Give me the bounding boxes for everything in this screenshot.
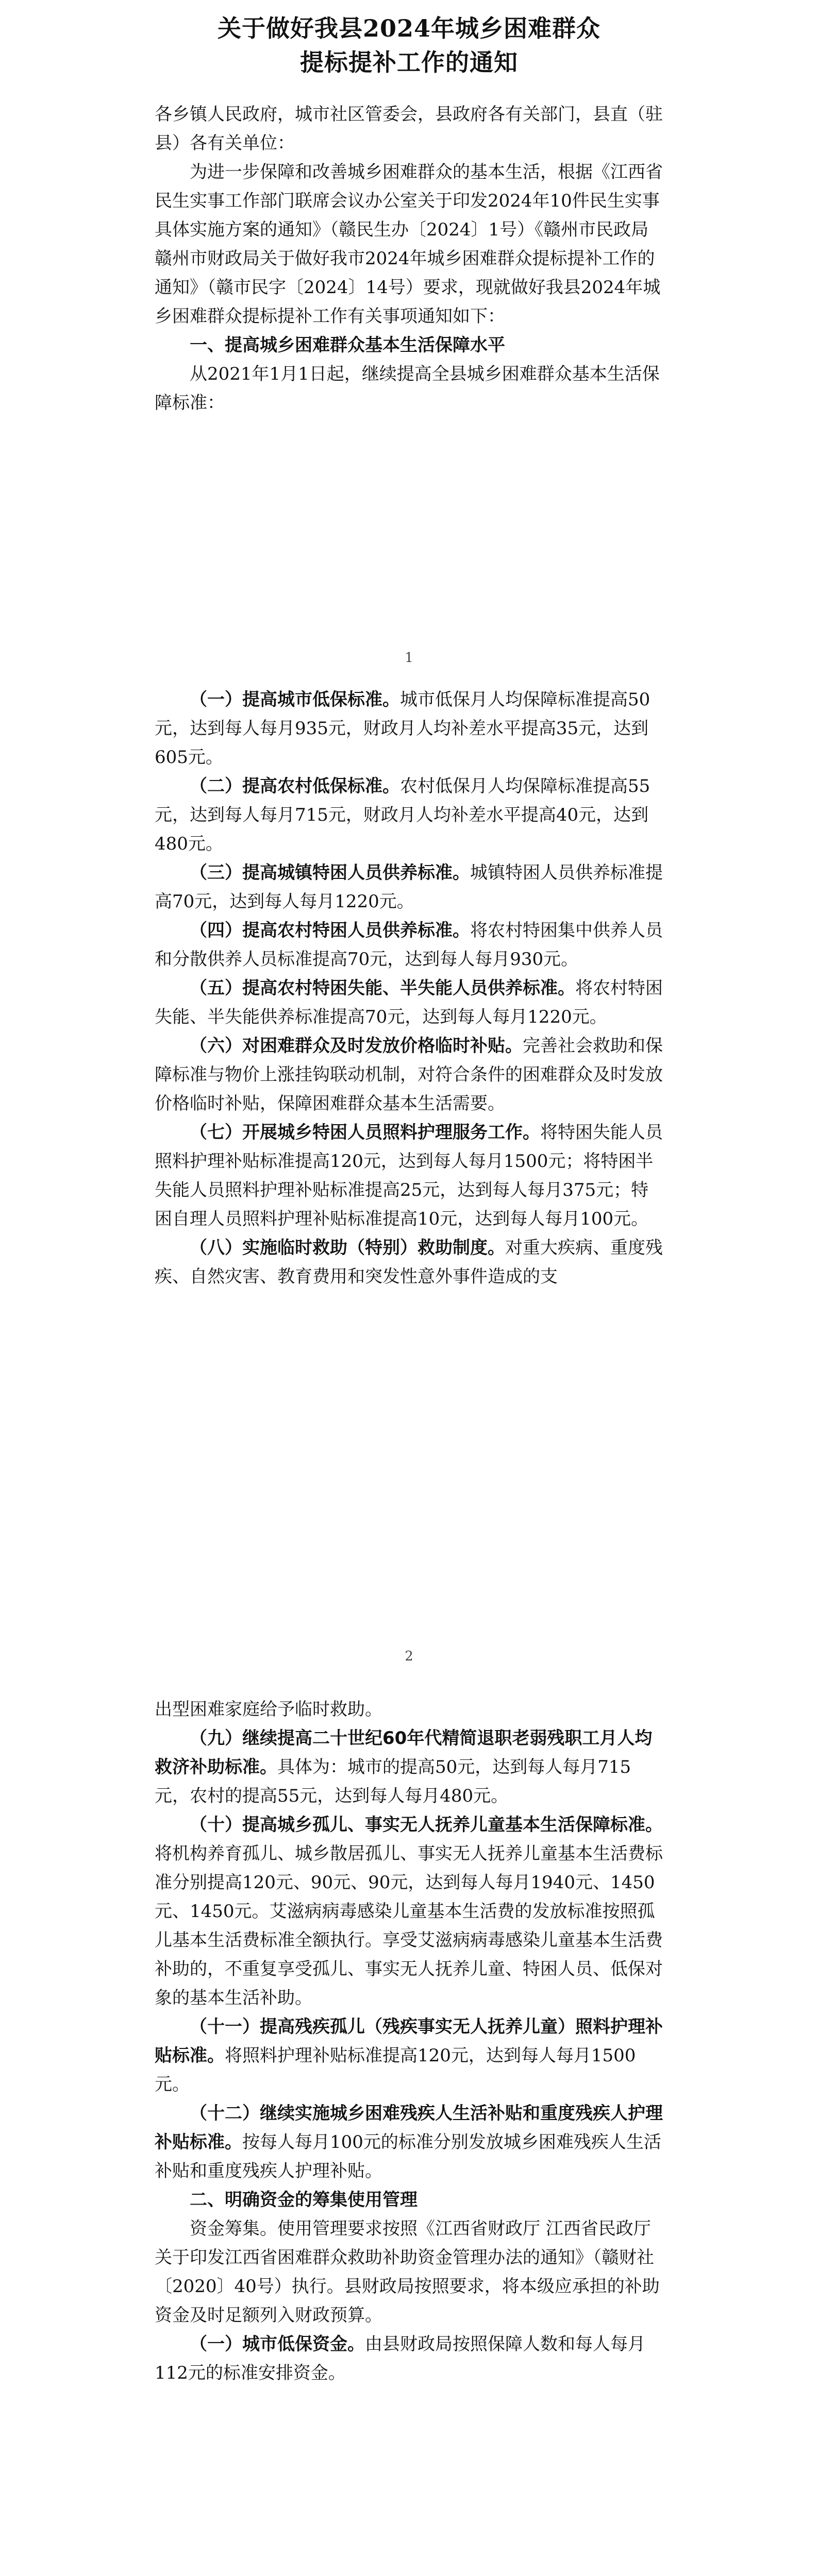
item-9-lead: （九）继续提高二十世纪60年代精简退职老弱残职工月人均救济补助标准。: [155, 1728, 653, 1777]
item-10: [155, 1810, 663, 2012]
doc-title-line1: 关于做好我县2024年城乡困难群众: [217, 14, 601, 42]
item-6: [155, 1031, 663, 1118]
document-page-1b: [0, 685, 818, 1291]
item-3: [155, 858, 663, 916]
document-page-1: [0, 11, 818, 417]
item-1-lead: （一）提高城市低保标准。: [190, 689, 400, 710]
item-5: [155, 974, 663, 1031]
item-2-text: 农村低保月人均保障标准提高55元，达到每人每月715元，财政月人均补差水平提高40元，达到480元。: [155, 776, 650, 854]
item-3-text: 城镇特困人员供养标准提高70元，达到每人每月1220元。: [155, 862, 663, 912]
item-11: [155, 2012, 663, 2099]
doc-title-line2: 提标提补工作的通知: [300, 48, 518, 76]
item-9: [155, 1724, 663, 1810]
item-12: [155, 2099, 663, 2185]
item-11-lead: （十一）提高残疾孤儿（残疾事实无人抚养儿童）照料护理补贴标准。: [155, 2016, 663, 2066]
fund-1: [155, 2330, 663, 2387]
page-number-1: 1: [405, 650, 413, 666]
item-5-lead: （五）提高农村特困失能、半失能人员供养标准。: [190, 978, 575, 998]
item-6-lead: （六）对困难群众及时发放价格临时补贴。: [190, 1036, 523, 1056]
item-8-continued: 出型困难家庭给予临时救助。: [155, 1699, 382, 1720]
item-7: [155, 1118, 663, 1233]
item-10-text: 将机构养育孤儿、城乡散居孤儿、事实无人抚养儿童基本生活费标准分别提高120元、90元、90元，达到每人每月1940元、1450元、1450元。艾滋病病毒感染儿童基本生活费的发放标准按照孤儿基本生活费标准全额执行。享受艾滋病病毒感染儿童基本生活费补助的，不重复享受孤儿、事实无人抚养儿童、特困人员、低保对象的基本生活补助。: [155, 1843, 663, 2008]
section-1-title: 一、提高城乡困难群众基本生活保障水平: [190, 335, 505, 355]
item-4-text: 将农村特困集中供养人员和分散供养人员标准提高70元，达到每人每月930元。: [155, 920, 663, 970]
section-2-title: 二、明确资金的筹集使用管理: [190, 2190, 418, 2210]
section-1-intro: 从2021年1月1日起，继续提高全县城乡困难群众基本生活保障标准：: [155, 364, 660, 413]
item-8: [155, 1233, 663, 1291]
item-1-text: 城市低保月人均保障标准提高50元，达到每人每月935元，财政月人均补差水平提高35元，达到605元。: [155, 689, 650, 768]
item-10-lead: （十）提高城乡孤儿、事实无人抚养儿童基本生活保障标准。: [190, 1815, 663, 1835]
item-12-lead: （十二）继续实施城乡困难残疾人生活补贴和重度残疾人护理补贴标准。: [155, 2103, 663, 2153]
salutation: 各乡镇人民政府，城市社区管委会，县政府各有关部门，县直（驻县）各有关单位：: [155, 104, 663, 154]
fund-1-text: 由县财政局按照保障人数和每人每月112元的标准安排资金。: [155, 2334, 645, 2383]
fund-1-lead: （一）城市低保资金。: [190, 2334, 365, 2354]
item-3-lead: （三）提高城镇特困人员供养标准。: [190, 862, 470, 883]
item-8-text: 对重大疾病、重度残疾、自然灾害、教育费用和突发性意外事件造成的支: [155, 1238, 663, 1287]
item-1: [155, 685, 663, 772]
item-11-text: 将照料护理补贴标准提高120元，达到每人每月1500元。: [155, 2045, 636, 2095]
item-5-text: 将农村特困失能、半失能供养标准提高70元，达到每人每月1220元。: [155, 978, 663, 1027]
item-2-lead: （二）提高农村低保标准。: [190, 776, 400, 796]
item-2: [155, 772, 663, 858]
section-2-intro: 资金筹集。使用管理要求按照《江西省财政厅 江西省民政厅关于印发江西省困难群众救助补助资金管理办法的通知》（赣财社〔2020〕40号）执行。县财政局按照要求，将本级应承担的补助资金及时足额列入财政预算。: [155, 2218, 660, 2326]
item-7-text: 将特困失能人员照料护理补贴标准提高120元，达到每人每月1500元；将特困半失能人员照料护理补贴标准提高25元，达到每人每月375元；特困自理人员照料护理补贴标准提高10元，达到每人每月100元。: [155, 1122, 663, 1229]
item-9-text: 具体为：城市的提高50元，达到每人每月715元，农村的提高55元，达到每人每月480元。: [155, 1757, 631, 1806]
intro-paragraph: 为进一步保障和改善城乡困难群众的基本生活，根据《江西省民生实事工作部门联席会议办公室关于印发2024年10件民生实事具体实施方案的通知》（赣民生办〔2024〕1号）《赣州市民政局 赣州市财政局关于做好我市2024年城乡困难群众提标提补工作的通知》（赣市民字〔2024〕14号）要求，现就做好我县2024年城乡困难群众提标提补工作有关事项通知如下：: [155, 162, 663, 327]
item-6-text: 完善社会救助和保障标准与物价上涨挂钩联动机制，对符合条件的困难群众及时发放价格临时补贴，保障困难群众基本生活需要。: [155, 1036, 663, 1114]
item-12-text: 按每人每月100元的标准分别发放城乡困难残疾人生活补贴和重度残疾人护理补贴。: [155, 2132, 661, 2181]
document-page-2: [0, 1695, 818, 2387]
page-number-2: 2: [405, 1649, 413, 1664]
item-4-lead: （四）提高农村特困人员供养标准。: [190, 920, 470, 941]
item-8-lead: （八）实施临时救助（特别）救助制度。: [190, 1238, 505, 1258]
item-4: [155, 916, 663, 974]
item-7-lead: （七）开展城乡特困人员照料护理服务工作。: [190, 1122, 540, 1143]
